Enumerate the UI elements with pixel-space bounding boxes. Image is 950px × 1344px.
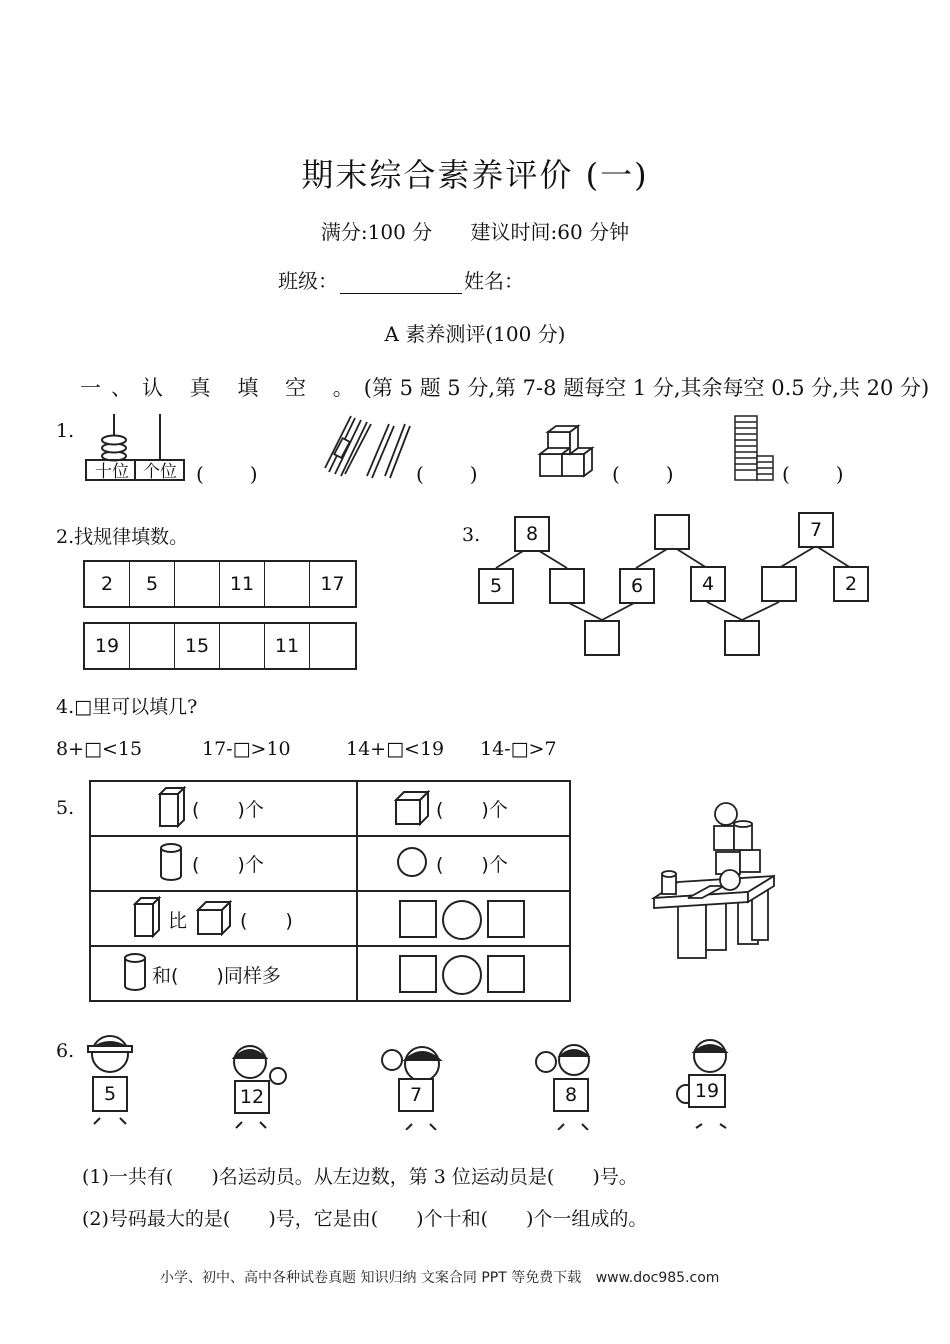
tree-box-mid-2[interactable] (549, 568, 585, 604)
footer-ad (160, 1267, 729, 1287)
same-as-text[interactable]: 和( )同样多 (152, 965, 281, 987)
q1-blank-4[interactable]: ( ) (782, 462, 846, 486)
seq2-blank-cell[interactable] (220, 624, 265, 668)
cylinder-count[interactable]: ( )个 (192, 854, 264, 876)
cube-icon (394, 790, 430, 826)
answer-square-box[interactable] (399, 955, 437, 993)
seq2-blank-cell[interactable] (130, 624, 175, 668)
q1-blank-1[interactable]: ( ) (196, 462, 260, 486)
seq1-cell: 2 (85, 562, 130, 606)
answer-square-box[interactable] (487, 955, 525, 993)
jersey-number-card: 8 (553, 1078, 589, 1112)
class-label: 班级： (278, 269, 338, 293)
q1-blank-3[interactable]: ( ) (612, 462, 676, 486)
q4-item-4: 14-□>7 (480, 738, 557, 760)
tree-box-top-3: 7 (798, 512, 834, 548)
q4-title: 4.□里可以填几? (56, 696, 198, 718)
tree-box-mid-1: 5 (478, 568, 514, 604)
sequence-row-1 (83, 560, 357, 608)
tree-box-mid-3: 6 (619, 568, 655, 604)
q6-question-1: (1)一共有( )名运动员。从左边数，第 3 位运动员是( )号。 (82, 1166, 638, 1188)
q1-blank-2[interactable]: ( ) (416, 462, 480, 486)
seq2-cell: 11 (265, 624, 310, 668)
seq2-blank-cell[interactable] (310, 624, 355, 668)
cylinder-icon (122, 952, 148, 992)
answer-square-box[interactable] (399, 900, 437, 938)
q4-item-2: 17-□>10 (202, 738, 291, 760)
q3-number: 3. (462, 524, 481, 546)
q6-question-2: (2)号码最大的是( )号，它是由( )个十和( )个一组成的。 (82, 1208, 648, 1230)
answer-square-box[interactable] (487, 900, 525, 938)
seq1-cell: 5 (130, 562, 175, 606)
cylinder-icon (158, 842, 184, 882)
tens-label: 十位 (95, 462, 129, 482)
jersey-number-card: 12 (234, 1080, 270, 1114)
seq1-cell: 17 (320, 573, 345, 595)
tree-box-top-2[interactable] (654, 514, 690, 550)
circle-operator-icon[interactable] (441, 954, 483, 996)
jersey-number-card: 7 (398, 1078, 434, 1112)
table-divider (356, 782, 358, 1000)
footer-text: 小学、初中、高中各种试卷真题 知识归纳 文案合同 PPT 等免费下载 (160, 1270, 582, 1286)
footer-link[interactable]: www.doc985.com (595, 1270, 720, 1286)
compare-label: 比 (168, 910, 188, 932)
block-structure-illustration (648, 800, 778, 965)
cube-count[interactable]: ( )个 (436, 799, 508, 821)
cuboid-count[interactable]: ( )个 (192, 799, 264, 821)
tree-box-mid-5[interactable] (761, 566, 797, 602)
page-title: 期末综合素养评价 (一) (301, 156, 649, 194)
jersey-number-card: 5 (92, 1076, 128, 1112)
sphere-count[interactable]: ( )个 (436, 854, 508, 876)
class-blank[interactable] (340, 272, 462, 294)
sequence-row-2 (83, 622, 357, 670)
seq1-cell: 11 (220, 562, 265, 606)
cuboid-icon (158, 786, 188, 828)
tree-box-mid-4: 4 (690, 566, 726, 602)
seq1-blank-cell[interactable] (175, 562, 220, 606)
tree-box-bottom-2[interactable] (724, 620, 760, 656)
q2-title: 2.找规律填数。 (56, 526, 189, 548)
name-label: 姓名： (464, 269, 524, 293)
blocks-stack-icon (733, 412, 781, 484)
tree-box-bottom-1[interactable] (584, 620, 620, 656)
seq1-blank-cell[interactable] (265, 562, 310, 606)
seq2-cell: 15 (175, 624, 220, 668)
tree-box-mid-6: 2 (833, 566, 869, 602)
cubes-stack-icon (536, 418, 608, 486)
sphere-icon (396, 846, 428, 878)
compare-blank[interactable]: ( ) (240, 910, 293, 932)
jersey-number-card: 19 (688, 1074, 726, 1108)
q4-item-1: 8+□<15 (56, 738, 143, 760)
q5-number: 5. (56, 797, 75, 819)
part1-heading: 一、认 真 填 空 。(第 5 题 5 分,第 7-8 题每空 1 分,其余每空 0.5 分,共 20 分) (80, 376, 930, 400)
circle-operator-icon[interactable] (441, 899, 483, 941)
full-score: 满分:100 分 (320, 220, 433, 244)
cube-icon (196, 900, 232, 936)
q1-number: 1. (56, 420, 75, 442)
q4-item-3: 14+□<19 (346, 738, 445, 760)
ones-label: 个位 (143, 462, 177, 482)
section-a-heading: A 素养测评(100 分) (384, 322, 566, 346)
cuboid-icon (133, 896, 163, 938)
tree-box-top-1: 8 (514, 516, 550, 552)
q6-number: 6. (56, 1040, 75, 1062)
suggested-time: 建议时间:60 分钟 (470, 220, 630, 244)
student-info-line (278, 265, 524, 294)
seq2-cell: 19 (85, 624, 130, 668)
sticks-bundle-icon (315, 412, 415, 484)
exam-info (0, 216, 950, 245)
